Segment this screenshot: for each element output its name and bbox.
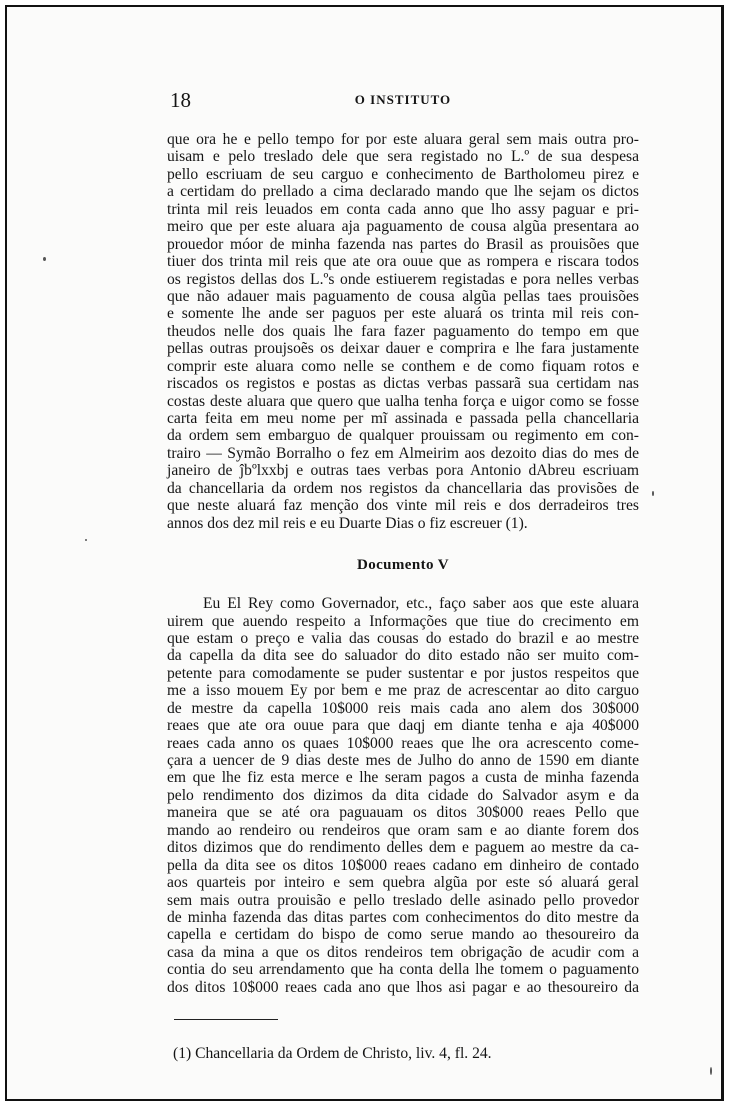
text-line: pello escriuam de seu carguo e conhecimento de Bartholomeu pirez e (167, 165, 639, 183)
text-line: de minha fazenda das ditas partes com conhecimentos do dito mestre da (167, 908, 639, 926)
document-v-paragraph (167, 595, 639, 996)
text-line: que ora he e pello tempo for por este aluara geral sem mais outra pro- (167, 131, 639, 148)
text-line: e somente lhe ande ser paguos per este aluará os trinta mil reis con- (167, 305, 639, 323)
running-head (167, 88, 639, 114)
text-line: sem mais outra prouisão e pello treslado delle asinado pello provedor (167, 891, 639, 909)
text-line: que neste aluará faz menção dos vinte mil reis e dos derradeiros tres (167, 497, 639, 515)
text-line: de mestre da capella 10$000 reis mais cada ano alem dos 30$000 (167, 699, 639, 717)
text-line: trinta mil reis leuados em conta cada anno que lho assy paguar e pri- (167, 200, 639, 218)
paragraph-continuation (167, 131, 639, 532)
text-line: trairo — Symão Borralho o fez em Almeirim aos dezoito dias do mes de (167, 444, 639, 462)
text-line: que estam o preço e valia das cousas do estado do brazil e ao mestre (167, 629, 639, 647)
text-line: reaes cada anno os quaes 10$000 reaes que lhe ora acrescento come- (167, 734, 639, 752)
text-line: riscados os registos e postas as dictas verbas passarã sua certidam nas (167, 375, 639, 393)
text-line: petente para comodamente se puder sustentar e por justos respeitos que (167, 664, 639, 682)
scan-speck (710, 1067, 712, 1075)
text-line: pella da dita see os ditos 10$000 reaes cadano em dinheiro de contado (167, 856, 639, 874)
text-line: os registos dellas dos L.ºs onde estiuerem registadas e pora nelles verbas (167, 270, 639, 288)
text-line: Eu El Rey como Governador, etc., faço saber aos que este aluara (203, 595, 639, 613)
text-line: comprir este aluara como nelle se conthem e de como fiquam rotos e (167, 357, 639, 375)
scan-speck (43, 257, 46, 261)
book-page (167, 88, 639, 1063)
scan-speck (652, 491, 654, 496)
text-line: aos quarteis por inteiro e sem quebra algũa por este só aluará geral (167, 874, 639, 892)
text-line: me a isso mouem Ey por bem e me praz de acrescentar ao dito carguo (167, 682, 639, 700)
text-line: capella e certidam do bispo de como serue mando ao thesoureiro da (167, 926, 639, 944)
text-line: em que lhe fiz esta merce e lhe seram pagos a custa de minha fazenda (167, 769, 639, 787)
text-line: a certidam do prellado a cima declarado mando que lhe sejam os dictos (167, 183, 639, 201)
text-line: da capella da dita see do saluador do dito estado não ser muito com- (167, 647, 639, 665)
text-line: meiro que per este aluara aja paguamento de cousa algũa presentara ao (167, 218, 639, 236)
text-line: da chancellaria da ordem nos registos da chancellaria das provisões de (167, 479, 639, 497)
text-line: theudos nelle dos quais lhe fara fazer paguamento do tempo em que (167, 322, 639, 340)
text-line: contia do seu arrendamento que ha conta della lhe tomem o paguamento (167, 961, 639, 979)
text-line: annos dos dez mil reis e eu Duarte Dias o fiz escreuer (1). (167, 514, 528, 532)
text-line: casa da mina a que os ditos rendeiros tem obrigação de acudir com a (167, 943, 639, 961)
section-heading: Documento V (356, 557, 450, 574)
text-line: dos ditos 10$000 reaes cada ano que lhos asi pagar e ao thesoureiro da (167, 978, 639, 996)
text-line: costas deste aluara que quero que ualha tenha força e uigor como se fosse (167, 392, 639, 410)
text-line: maneira que se até ora paguauam os ditos 30$000 reaes Pello que (167, 804, 639, 822)
text-line: pelo rendimento dos dizimos da dita cidade do Salvador asym e da (167, 786, 639, 804)
text-line: carta feita em meu nome per mĩ assinada e passada pella chancellaria (167, 410, 639, 427)
text-line: mando ao rendeiro ou rendeiros que oram sam e ao diante forem dos (167, 821, 639, 839)
page-number: 18 (170, 88, 191, 112)
text-line: reaes que ate ora ouue para que daqj em diante tenha e aja 40$000 (167, 717, 639, 735)
footnote: (1) Chancellaria da Ordem de Christo, liv. 4, fl. 24. (173, 1045, 492, 1063)
footnote-rule (174, 1019, 278, 1020)
text-line: çara a uencer de 9 dias deste mes de Julho do anno de 1590 em diante (167, 752, 639, 769)
scan-speck (85, 539, 87, 541)
text-line: uirem que auendo respeito a Informações que tiue do crecimento em (167, 612, 639, 630)
text-line: ditos dizimos que do rendimento delles dem e paguem ao mestre da ca- (167, 839, 639, 857)
text-line: janeiro de ĵbºlxxbj e outras taes verbas pora Antonio dAbreu escriuam (167, 462, 639, 480)
text-line: uisam e pelo treslado dele que sera registado no L.º de sua despesa (167, 148, 639, 166)
text-line: pellas outras proujsoẽs os deixar dauer e comprira e lhe fara justamente (167, 340, 639, 358)
running-title: O INSTITUTO (354, 92, 452, 107)
text-line: tiuer dos trinta mil reis que ate ora ouue que as rompera e riscara todos (167, 253, 639, 271)
text-line: que não adauer mais paguamento de cousa algũa pellas taes prouisões (167, 287, 639, 305)
text-line: prouedor móor de minha fazenda nas partes do Brasil as prouisões que (167, 235, 639, 253)
text-line: da ordem sem embarguo de qualquer prouissam ou regimento em con- (167, 427, 639, 445)
